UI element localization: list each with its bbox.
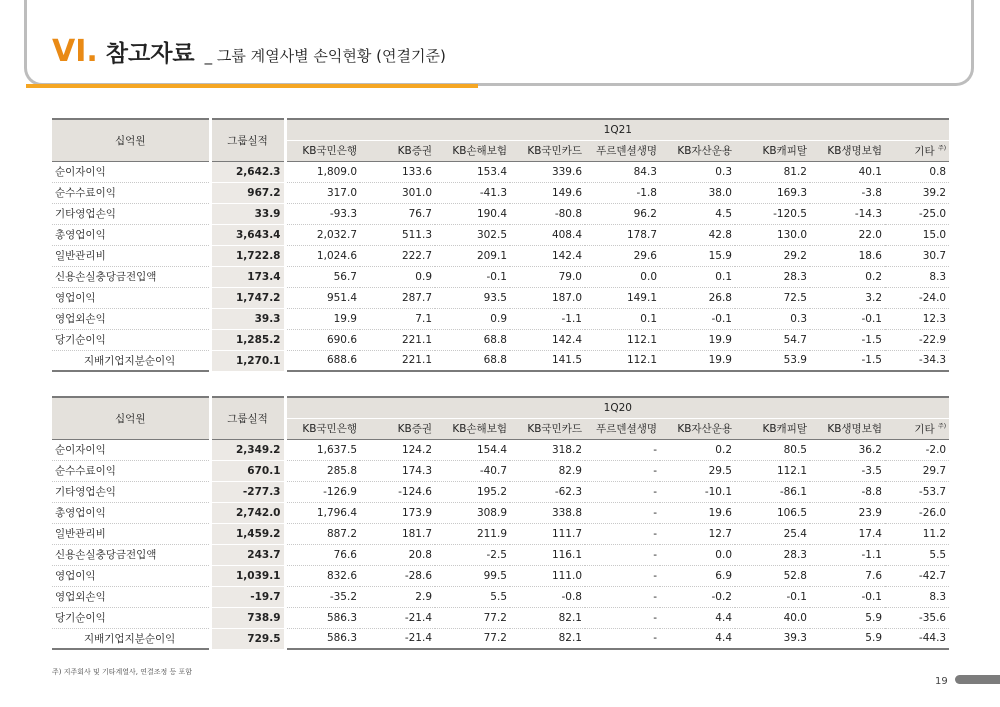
cell-value: 285.8 [285, 460, 360, 481]
table-row [52, 161, 949, 182]
cell-value: 4.5 [660, 203, 735, 224]
cell-value: -0.8 [510, 586, 585, 607]
cell-value: -1.1 [810, 544, 885, 565]
page-title [52, 34, 446, 69]
unit-header: 십억원 [52, 397, 210, 439]
section-number: VI. [52, 34, 98, 69]
group-value: -277.3 [210, 481, 285, 502]
cell-value: -14.3 [810, 203, 885, 224]
cell-value: 174.3 [360, 460, 435, 481]
company-header: KB생명보험 [810, 418, 885, 439]
cell-value: 0.0 [585, 266, 660, 287]
cell-value: 96.2 [585, 203, 660, 224]
page-bar [955, 675, 1000, 684]
cell-value: 15.9 [660, 245, 735, 266]
cell-value: -10.1 [660, 481, 735, 502]
cell-value: 54.7 [735, 329, 810, 350]
company-header: 기타 $^{주)}$ [885, 418, 949, 439]
cell-value: -126.9 [285, 481, 360, 502]
footnote: 주) 지주회사 및 기타계열사, 연결조정 등 포함 [52, 668, 193, 676]
cell-value: -26.0 [885, 502, 949, 523]
cell-value: 52.8 [735, 565, 810, 586]
cell-value: 19.9 [285, 308, 360, 329]
row-label: 영업외손익 [52, 308, 210, 329]
cell-value: 2,032.7 [285, 224, 360, 245]
company-header: KB손해보험 [435, 418, 510, 439]
cell-value: -62.3 [510, 481, 585, 502]
table-row [52, 203, 949, 224]
cell-value: - [585, 502, 660, 523]
company-header: KB국민은행 [285, 140, 360, 161]
cell-value: 0.8 [885, 161, 949, 182]
cell-value: 42.8 [660, 224, 735, 245]
cell-value: 29.2 [735, 245, 810, 266]
row-label: 총영업이익 [52, 224, 210, 245]
group-value: 1,747.2 [210, 287, 285, 308]
cell-value: 308.9 [435, 502, 510, 523]
table-row [52, 628, 949, 649]
cell-value: 29.5 [660, 460, 735, 481]
cell-value: 0.0 [660, 544, 735, 565]
table-row [52, 182, 949, 203]
row-label: 영업이익 [52, 287, 210, 308]
table-row [52, 523, 949, 544]
cell-value: - [585, 523, 660, 544]
cell-value: 79.0 [510, 266, 585, 287]
row-label: 순수수료이익 [52, 460, 210, 481]
cell-value: -2.5 [435, 544, 510, 565]
cell-value: -2.0 [885, 439, 949, 460]
cell-value: -1.5 [810, 350, 885, 371]
cell-value: 0.3 [735, 308, 810, 329]
cell-value: -24.0 [885, 287, 949, 308]
cell-value: 6.9 [660, 565, 735, 586]
table-row [52, 245, 949, 266]
cell-value: 23.9 [810, 502, 885, 523]
company-header: KB국민카드 [510, 418, 585, 439]
group-header: 그룹실적 [210, 119, 285, 161]
cell-value: 211.9 [435, 523, 510, 544]
cell-value: 93.5 [435, 287, 510, 308]
cell-value: 338.8 [510, 502, 585, 523]
cell-value: 3.2 [810, 287, 885, 308]
table-row [52, 350, 949, 371]
company-header: KB생명보험 [810, 140, 885, 161]
cell-value: 301.0 [360, 182, 435, 203]
title-main: 참고자료 [105, 41, 195, 67]
cell-value: 111.0 [510, 565, 585, 586]
cell-value: 130.0 [735, 224, 810, 245]
cell-value: 951.4 [285, 287, 360, 308]
row-label: 순이자이익 [52, 439, 210, 460]
cell-value: 1,024.6 [285, 245, 360, 266]
cell-value: 149.1 [585, 287, 660, 308]
cell-value: -93.3 [285, 203, 360, 224]
table-row [52, 460, 949, 481]
cell-value: - [585, 586, 660, 607]
table-1q21 [52, 118, 949, 372]
group-value: 1,270.1 [210, 350, 285, 371]
row-label: 순이자이익 [52, 161, 210, 182]
row-label: 기타영업손익 [52, 481, 210, 502]
row-label: 일반관리비 [52, 523, 210, 544]
cell-value: 302.5 [435, 224, 510, 245]
table-row [52, 308, 949, 329]
row-label: 순수수료이익 [52, 182, 210, 203]
cell-value: 72.5 [735, 287, 810, 308]
company-header: KB캐피탈 [735, 418, 810, 439]
company-header: KB증권 [360, 140, 435, 161]
cell-value: 82.1 [510, 607, 585, 628]
cell-value: 1,796.4 [285, 502, 360, 523]
page-number: 19 [935, 676, 948, 687]
row-label: 총영업이익 [52, 502, 210, 523]
cell-value: -86.1 [735, 481, 810, 502]
cell-value: 221.1 [360, 350, 435, 371]
group-value: 967.2 [210, 182, 285, 203]
cell-value: -8.8 [810, 481, 885, 502]
cell-value: -22.9 [885, 329, 949, 350]
cell-value: 19.9 [660, 350, 735, 371]
cell-value: 39.3 [735, 628, 810, 649]
cell-value: -120.5 [735, 203, 810, 224]
table-row [52, 287, 949, 308]
cell-value: 209.1 [435, 245, 510, 266]
period-header: 1Q21 [285, 119, 949, 140]
cell-value: -0.1 [735, 586, 810, 607]
cell-value: 76.6 [285, 544, 360, 565]
group-value: -19.7 [210, 586, 285, 607]
unit-header: 십억원 [52, 119, 210, 161]
cell-value: 12.7 [660, 523, 735, 544]
group-value: 243.7 [210, 544, 285, 565]
footnote-mark: 주) [937, 422, 947, 430]
cell-value: 195.2 [435, 481, 510, 502]
cell-value: -0.1 [435, 266, 510, 287]
cell-value: 30.7 [885, 245, 949, 266]
group-value: 2,742.0 [210, 502, 285, 523]
cell-value: -1.1 [510, 308, 585, 329]
cell-value: 142.4 [510, 329, 585, 350]
cell-value: 4.4 [660, 607, 735, 628]
cell-value: 20.8 [360, 544, 435, 565]
cell-value: -3.8 [810, 182, 885, 203]
cell-value: 39.2 [885, 182, 949, 203]
group-value: 2,642.3 [210, 161, 285, 182]
cell-value: 7.1 [360, 308, 435, 329]
cell-value: -3.5 [810, 460, 885, 481]
cell-value: 339.6 [510, 161, 585, 182]
cell-value: 178.7 [585, 224, 660, 245]
row-label: 지배기업지분순이익 [52, 350, 210, 371]
cell-value: 22.0 [810, 224, 885, 245]
cell-value: 2.9 [360, 586, 435, 607]
cell-value: -53.7 [885, 481, 949, 502]
group-value: 1,039.1 [210, 565, 285, 586]
cell-value: 190.4 [435, 203, 510, 224]
header-accent-line [26, 84, 478, 88]
cell-value: - [585, 460, 660, 481]
cell-value: 76.7 [360, 203, 435, 224]
row-label: 일반관리비 [52, 245, 210, 266]
company-header: KB증권 [360, 418, 435, 439]
cell-value: -35.2 [285, 586, 360, 607]
cell-value: 154.4 [435, 439, 510, 460]
cell-value: 84.3 [585, 161, 660, 182]
cell-value: 5.9 [810, 628, 885, 649]
cell-value: -0.1 [660, 308, 735, 329]
table-1q20 [52, 396, 949, 650]
table-row [52, 565, 949, 586]
cell-value: 133.6 [360, 161, 435, 182]
cell-value: 40.0 [735, 607, 810, 628]
cell-value: 0.3 [660, 161, 735, 182]
cell-value: -42.7 [885, 565, 949, 586]
group-value: 670.1 [210, 460, 285, 481]
cell-value: 4.4 [660, 628, 735, 649]
table-row [52, 439, 949, 460]
cell-value: 690.6 [285, 329, 360, 350]
cell-value: 408.4 [510, 224, 585, 245]
table-row [52, 224, 949, 245]
group-value: 738.9 [210, 607, 285, 628]
cell-value: 99.5 [435, 565, 510, 586]
row-label: 영업외손익 [52, 586, 210, 607]
cell-value: 0.9 [435, 308, 510, 329]
cell-value: 149.6 [510, 182, 585, 203]
cell-value: 82.1 [510, 628, 585, 649]
cell-value: -41.3 [435, 182, 510, 203]
cell-value: -44.3 [885, 628, 949, 649]
cell-value: 0.2 [810, 266, 885, 287]
cell-value: 68.8 [435, 329, 510, 350]
cell-value: 887.2 [285, 523, 360, 544]
cell-value: -1.8 [585, 182, 660, 203]
company-header: KB국민카드 [510, 140, 585, 161]
cell-value: 1,637.5 [285, 439, 360, 460]
group-value: 1,722.8 [210, 245, 285, 266]
cell-value: 28.3 [735, 544, 810, 565]
cell-value: 5.5 [435, 586, 510, 607]
cell-value: 15.0 [885, 224, 949, 245]
cell-value: -1.5 [810, 329, 885, 350]
cell-value: 40.1 [810, 161, 885, 182]
cell-value: 18.6 [810, 245, 885, 266]
cell-value: 0.1 [660, 266, 735, 287]
cell-value: 221.1 [360, 329, 435, 350]
group-value: 2,349.2 [210, 439, 285, 460]
cell-value: -28.6 [360, 565, 435, 586]
cell-value: 511.3 [360, 224, 435, 245]
group-value: 173.4 [210, 266, 285, 287]
row-label: 지배기업지분순이익 [52, 628, 210, 649]
cell-value: -124.6 [360, 481, 435, 502]
table-row [52, 586, 949, 607]
cell-value: 317.0 [285, 182, 360, 203]
cell-value: 19.6 [660, 502, 735, 523]
cell-value: 36.2 [810, 439, 885, 460]
cell-value: 38.0 [660, 182, 735, 203]
cell-value: 106.5 [735, 502, 810, 523]
cell-value: 586.3 [285, 628, 360, 649]
table-row [52, 481, 949, 502]
group-value: 1,459.2 [210, 523, 285, 544]
company-header: KB자산운용 [660, 140, 735, 161]
table-row [52, 329, 949, 350]
cell-value: 82.9 [510, 460, 585, 481]
cell-value: 0.1 [585, 308, 660, 329]
row-label: 신용손실충당금전입액 [52, 266, 210, 287]
cell-value: 222.7 [360, 245, 435, 266]
cell-value: 53.9 [735, 350, 810, 371]
period-header: 1Q20 [285, 397, 949, 418]
cell-value: 111.7 [510, 523, 585, 544]
cell-value: 77.2 [435, 628, 510, 649]
cell-value: - [585, 565, 660, 586]
cell-value: - [585, 481, 660, 502]
cell-value: - [585, 544, 660, 565]
table-row [52, 544, 949, 565]
group-value: 3,643.4 [210, 224, 285, 245]
company-header: 푸르덴셜생명 [585, 140, 660, 161]
cell-value: -35.6 [885, 607, 949, 628]
company-header: KB국민은행 [285, 418, 360, 439]
row-label: 영업이익 [52, 565, 210, 586]
group-value: 1,285.2 [210, 329, 285, 350]
company-header: 푸르덴셜생명 [585, 418, 660, 439]
cell-value: 5.9 [810, 607, 885, 628]
cell-value: 187.0 [510, 287, 585, 308]
cell-value: 7.6 [810, 565, 885, 586]
group-value: 33.9 [210, 203, 285, 224]
cell-value: 28.3 [735, 266, 810, 287]
cell-value: -25.0 [885, 203, 949, 224]
cell-value: 17.4 [810, 523, 885, 544]
cell-value: 25.4 [735, 523, 810, 544]
cell-value: 1,809.0 [285, 161, 360, 182]
cell-value: -0.1 [810, 308, 885, 329]
cell-value: 173.9 [360, 502, 435, 523]
group-header: 그룹실적 [210, 397, 285, 439]
cell-value: 29.7 [885, 460, 949, 481]
company-header: 기타 $^{주)}$ [885, 140, 949, 161]
cell-value: -21.4 [360, 607, 435, 628]
cell-value: 287.7 [360, 287, 435, 308]
cell-value: 586.3 [285, 607, 360, 628]
group-value: 39.3 [210, 308, 285, 329]
cell-value: 5.5 [885, 544, 949, 565]
cell-value: 112.1 [585, 329, 660, 350]
cell-value: 318.2 [510, 439, 585, 460]
row-label: 신용손실충당금전입액 [52, 544, 210, 565]
cell-value: 12.3 [885, 308, 949, 329]
cell-value: 181.7 [360, 523, 435, 544]
company-header: KB캐피탈 [735, 140, 810, 161]
cell-value: 0.9 [360, 266, 435, 287]
cell-value: 688.6 [285, 350, 360, 371]
table-row [52, 502, 949, 523]
cell-value: 112.1 [585, 350, 660, 371]
title-subtitle: _ 그룹 계열사별 손익현황 (연결기준) [204, 47, 446, 65]
cell-value: 142.4 [510, 245, 585, 266]
cell-value: 56.7 [285, 266, 360, 287]
company-header: KB자산운용 [660, 418, 735, 439]
group-value: 729.5 [210, 628, 285, 649]
cell-value: 68.8 [435, 350, 510, 371]
cell-value: 112.1 [735, 460, 810, 481]
table-row [52, 607, 949, 628]
company-header: KB손해보험 [435, 140, 510, 161]
cell-value: 8.3 [885, 266, 949, 287]
cell-value: 832.6 [285, 565, 360, 586]
cell-value: 26.8 [660, 287, 735, 308]
cell-value: 80.5 [735, 439, 810, 460]
footnote-mark: 주) [937, 144, 947, 152]
cell-value: -40.7 [435, 460, 510, 481]
cell-value: -34.3 [885, 350, 949, 371]
cell-value: - [585, 607, 660, 628]
cell-value: - [585, 628, 660, 649]
cell-value: 19.9 [660, 329, 735, 350]
cell-value: 81.2 [735, 161, 810, 182]
cell-value: 77.2 [435, 607, 510, 628]
cell-value: 8.3 [885, 586, 949, 607]
table-row [52, 266, 949, 287]
cell-value: 141.5 [510, 350, 585, 371]
row-label: 당기순이익 [52, 607, 210, 628]
cell-value: -21.4 [360, 628, 435, 649]
cell-value: - [585, 439, 660, 460]
cell-value: 29.6 [585, 245, 660, 266]
cell-value: 0.2 [660, 439, 735, 460]
cell-value: 11.2 [885, 523, 949, 544]
cell-value: -0.2 [660, 586, 735, 607]
cell-value: 169.3 [735, 182, 810, 203]
cell-value: -80.8 [510, 203, 585, 224]
row-label: 당기순이익 [52, 329, 210, 350]
row-label: 기타영업손익 [52, 203, 210, 224]
cell-value: -0.1 [810, 586, 885, 607]
cell-value: 153.4 [435, 161, 510, 182]
cell-value: 124.2 [360, 439, 435, 460]
cell-value: 116.1 [510, 544, 585, 565]
